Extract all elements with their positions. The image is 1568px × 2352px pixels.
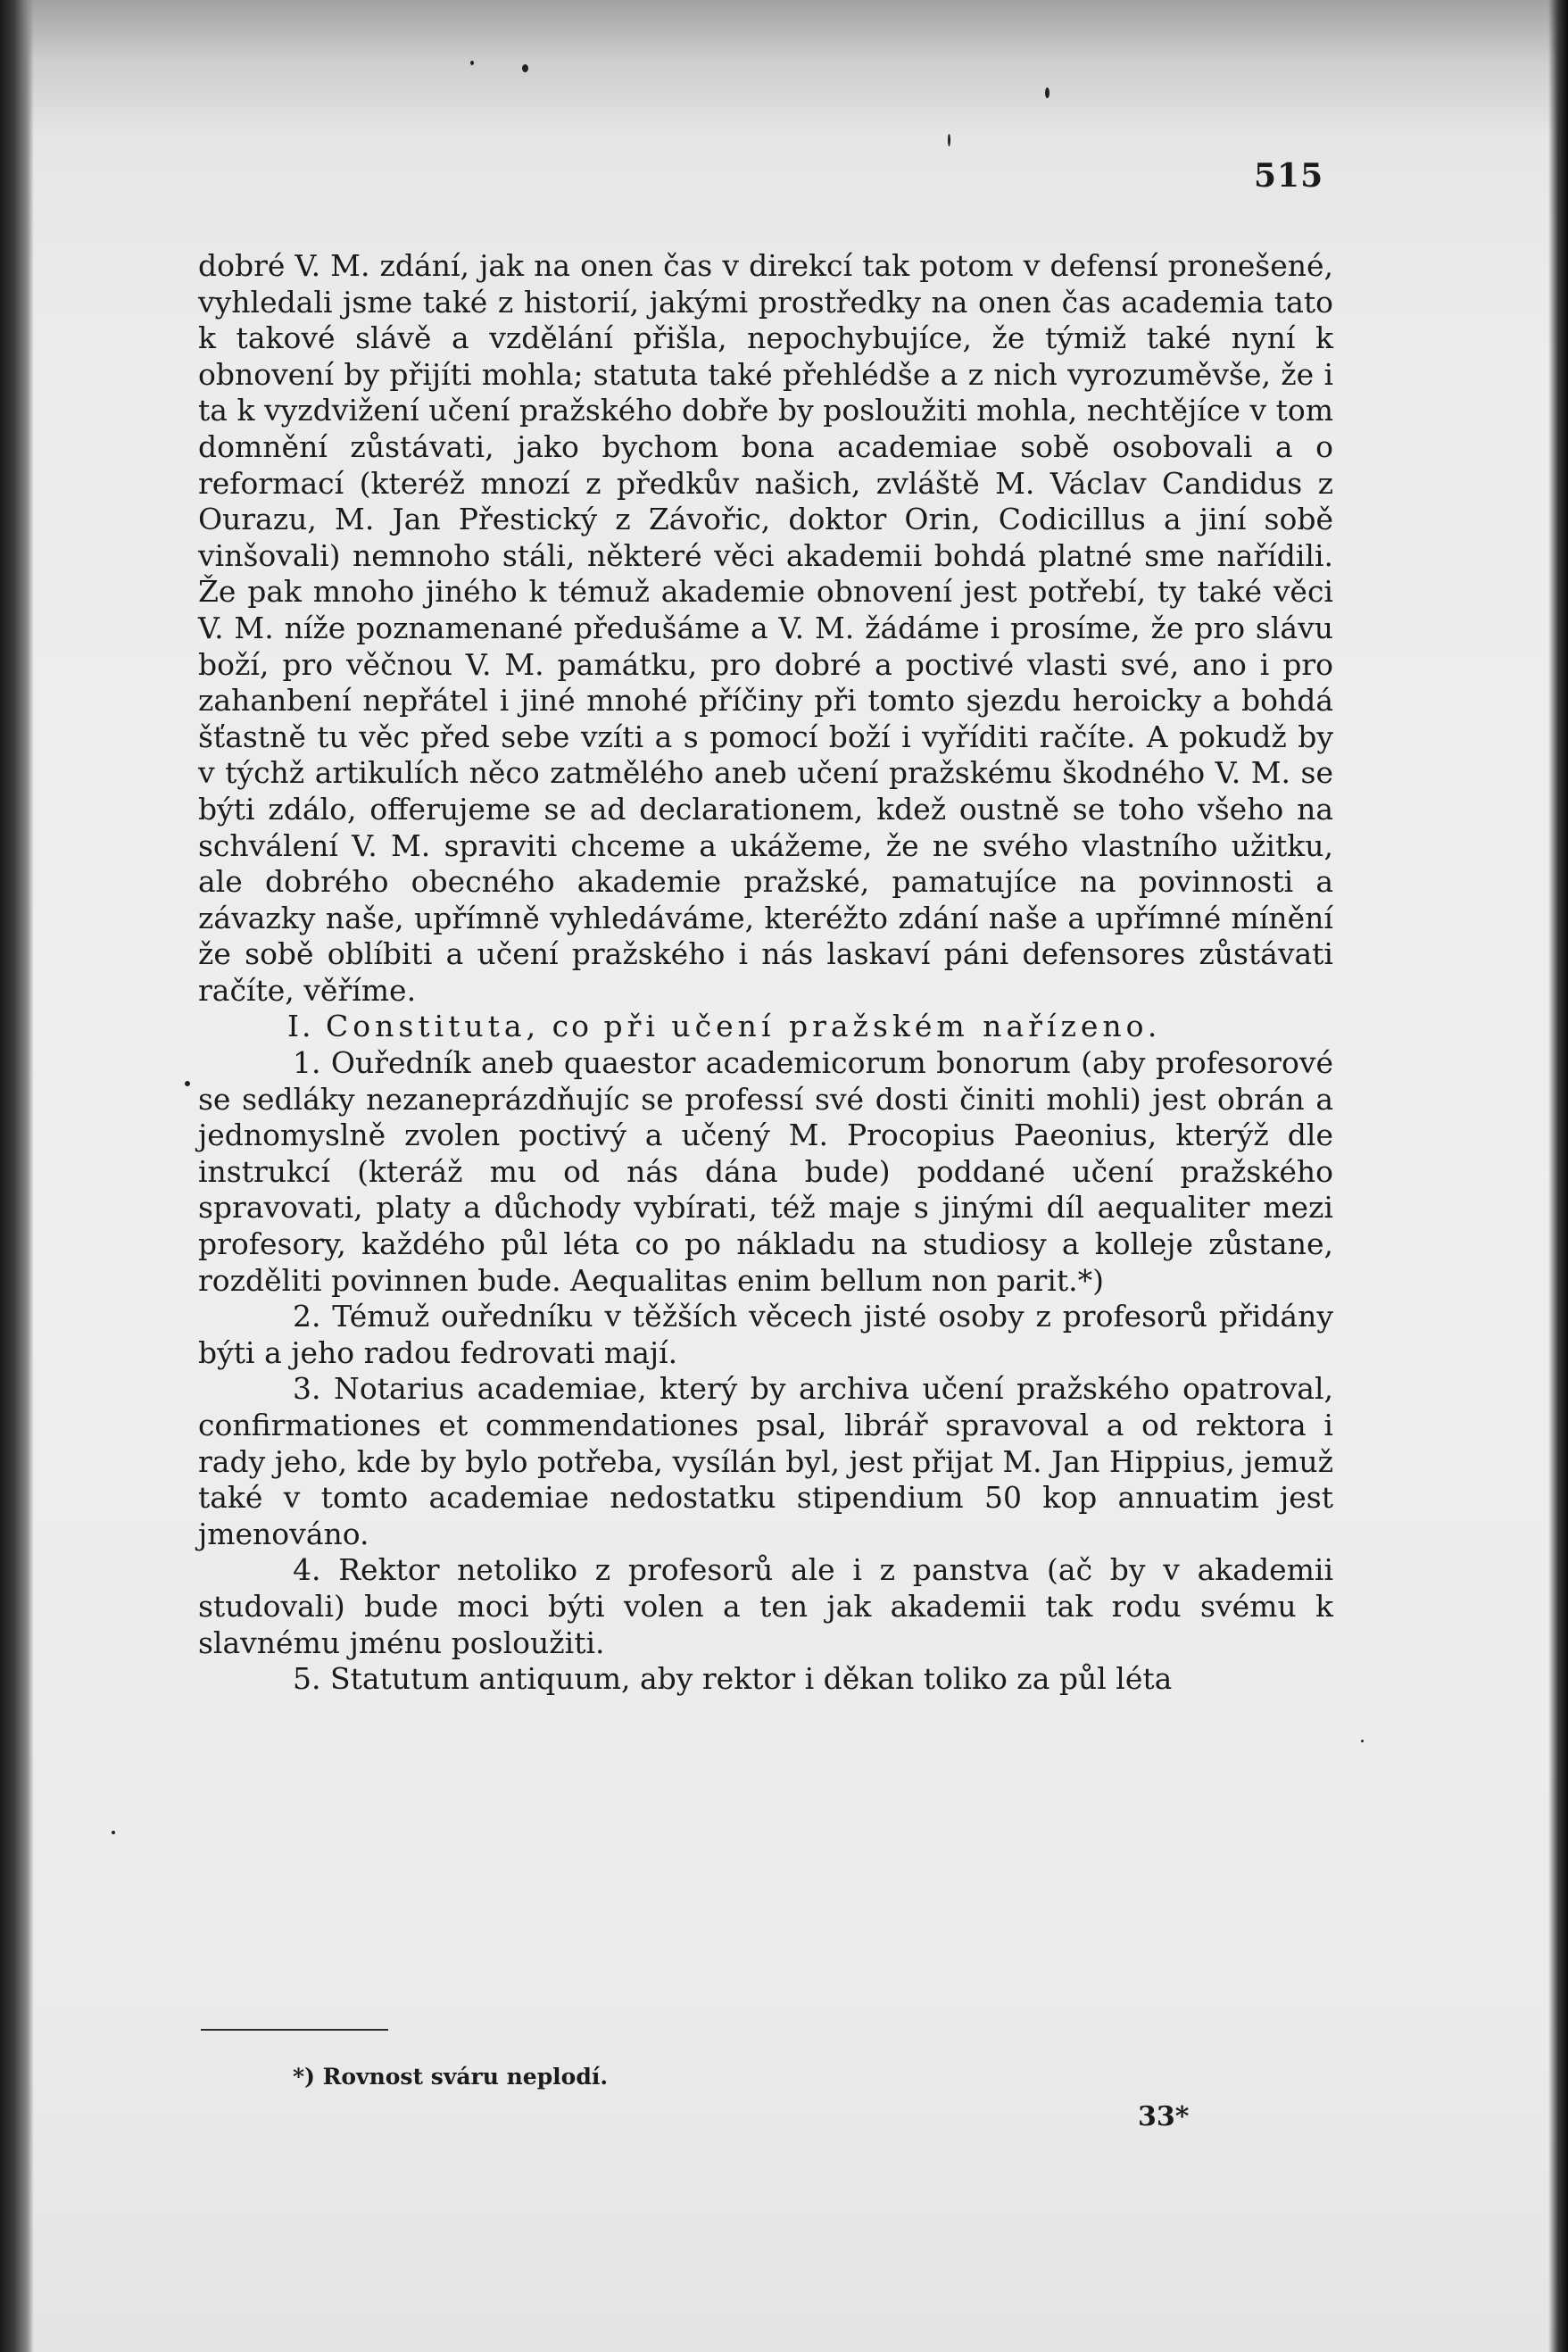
scan-right-edge (1548, 0, 1568, 2352)
list-item: 1. Ouředník aneb quaestor academicorum bonorum (aby profesorové se sedláky nezaneprázdňujíc se professí své dosti činiti mohli) jest obrán a jednomyslně zvolen poctivý a učený M. Procopius Paeonius, kterýž dle instrukcí (kteráž mu od nás dána bude) poddané učení pražského spravovati, platy a důchody vybírati, též maje s jinými díl aequaliter mezi profesory, každého půl léta co po nákladu na studiosy a kolleje zůstane, rozděliti povinnen bude. Aequalitas enim bellum non parit.*) (198, 1045, 1333, 1298)
section-roman-numeral: I. (287, 1009, 314, 1044)
scan-speck (1045, 87, 1049, 98)
page-number: 515 (1254, 157, 1324, 195)
section-title-word: co (552, 1009, 592, 1044)
section-title-word: učení pražském nařízeno. (671, 1009, 1162, 1044)
scan-speck (470, 61, 474, 65)
list-item: 2. Témuž ouředníku v těžších věcech jisté osoby z profesorů přidány býti a jeho radou fedrovati mají. (198, 1299, 1333, 1370)
main-text-block (198, 248, 1333, 1698)
footnote: *) Rovnost sváru neplodí. (293, 2064, 609, 2090)
scan-speck (522, 64, 528, 72)
scan-left-edge (0, 0, 34, 2352)
scan-speck (185, 1081, 190, 1086)
footnote-divider (201, 2029, 388, 2031)
list-item: 3. Notarius academiae, který by archiva učení pražského opatroval, confirmationes et commendationes psal, librář spravoval a od rektora i rady jeho, kde by bylo potřeba, vysílán byl, jest přijat M. Jan Hippius, jemuž také v tomto academiae nedostatku stipendium 50 kop annuatim jest jmenováno. (198, 1371, 1333, 1551)
section-title-word: při (603, 1009, 660, 1044)
scan-speck (1361, 1740, 1364, 1742)
section-title-word: Constituta, (326, 1009, 541, 1044)
list-item: 4. Rektor netoliko z profesorů ale i z panstva (ač by v akademii studovali) bude moci býti volen a ten jak akademii tak rodu svému k slavnému jménu posloužiti. (198, 1552, 1333, 1660)
scan-speck (948, 134, 950, 146)
printer-signature-mark: 33* (1138, 2101, 1190, 2132)
scan-speck (112, 1831, 115, 1834)
section-heading (198, 1009, 1333, 1045)
list-item: 5. Statutum antiquum, aby rektor i děkan toliko za půl léta (293, 1661, 1173, 1697)
scan-top-shadow (0, 0, 1568, 134)
intro-paragraph: dobré V. M. zdání, jak na onen čas v direkcí tak potom v defensí pronešené, vyhledali jsme také z historií, jakými prostředky na onen čas academia tato k takové slávě a vzdělání přišla, nepochybujíce, že týmiž také nyní k obnovení by přijíti mohla; statuta také přehlédše a z nich vyrozuměvše, že i ta k vyzdvižení učení pražského dobře by posloužiti mohla, nechtějíce v tom domnění zůstávati, jako bychom bona academiae sobě osobovali a o reformací (kteréž mnozí z předkův našich, zvláště M. Václav Candidus z Ourazu, M. Jan Přestický z Závořic, doktor Orin, Codicillus a jiní sobě vinšovali) nemnoho stáli, některé věci akademii bohdá platné sme nařídili. Že pak mnoho jiného k témuž akademie obnovení jest potřebí, ty také věci V. M. níže poznamenané předušáme a V. M. žádáme i prosíme, že pro slávu boží, pro věčnou V. M. památku, pro dobré a poctivé vlasti své, ano i pro zahanbení nepřátel i jiné mnohé příčiny při tomto sjezdu heroicky a bohdá šťastně tu věc před sebe vzíti a s pomocí boží i vyříditi račíte. A pokudž by v týchž artikulích něco zatmělého aneb učení pražskému škodného V. M. se býti zdálo, offerujeme se ad declarationem, kdež oustně se toho všeho na schválení V. M. spraviti chceme a ukážeme, že ne svého vlastního užitku, ale dobrého obecného akademie pražské, pamatujíce na povinnosti a závazky naše, upřímně vyhledáváme, kteréžto zdání naše a upřímné mínění že sobě oblíbiti a učení pražského i nás laskaví páni defensores zůstávati račíte, věříme. (198, 248, 1333, 1008)
